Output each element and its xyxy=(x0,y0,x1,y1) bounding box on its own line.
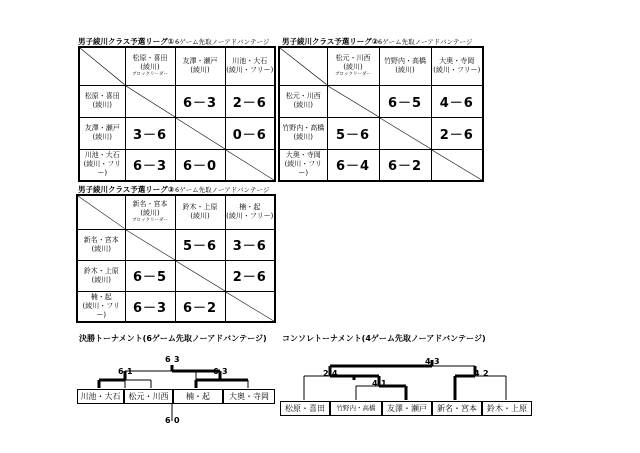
column-header: 大奥・寺岡 (綾川・フリー) xyxy=(431,47,483,85)
score-cell: 6－0 xyxy=(175,149,225,181)
final-score: 6 xyxy=(213,367,219,376)
consolation-score: 4 xyxy=(372,379,378,388)
row-header: 川池・大石 (綾川・フリー) xyxy=(79,149,125,181)
score-cell: 3－6 xyxy=(125,117,175,149)
row-header: 松原・喜田 (綾川) xyxy=(79,85,125,117)
final-score: 1 xyxy=(127,367,133,376)
consolation-player-1: 松原・喜田 xyxy=(280,401,330,416)
final-score: 6 xyxy=(165,416,171,425)
league-2-title: 男子綾川クラス予選リーグ② xyxy=(282,37,379,46)
score-cell: 2－6 xyxy=(225,260,275,291)
column-header: 楠・起 (綾川・フリー) xyxy=(225,195,275,229)
row-header: 松元・川西 (綾川) xyxy=(279,85,327,117)
score-cell: 5－6 xyxy=(175,229,225,260)
score-cell: 6－3 xyxy=(125,149,175,181)
final-score: 3 xyxy=(222,367,228,376)
score-cell: 5－6 xyxy=(327,117,379,149)
consolation-score: 4 xyxy=(474,369,480,378)
score-cell: 6－2 xyxy=(175,291,225,322)
column-header: 川池・大石 (綾川・フリー) xyxy=(225,47,275,85)
consolation-score: 4 xyxy=(332,369,338,378)
consolation-score: 2 xyxy=(323,369,329,378)
column-header: 新名・宮本 (綾川) ブロックリーダー xyxy=(125,195,175,229)
consolation-score: 2 xyxy=(483,369,489,378)
score-cell: 4－6 xyxy=(431,85,483,117)
league-3-note: 6ゲーム先取ノーアドバンテージ xyxy=(175,186,270,194)
score-cell: 2－6 xyxy=(225,85,275,117)
score-cell: 0－6 xyxy=(225,117,275,149)
final-score: 3 xyxy=(174,355,180,364)
column-header: 松元・川西 (綾川) ブロックリーダー xyxy=(327,47,379,85)
score-cell: 2－6 xyxy=(431,117,483,149)
consolation-player-3: 友澤・瀬戸 xyxy=(382,401,432,416)
column-header: 竹野内・高橋 (綾川) xyxy=(379,47,431,85)
row-header: 新名・宮本 (綾川) xyxy=(77,229,125,260)
league-3-title: 男子綾川クラス予選リーグ③ xyxy=(78,185,175,194)
score-cell: 3－6 xyxy=(225,229,275,260)
consolation-score: 4 xyxy=(425,357,431,366)
league-1-title: 男子綾川クラス予選リーグ① xyxy=(78,37,175,46)
final-score: 6 xyxy=(165,355,171,364)
consolation-player-2: 竹野内・高橋 xyxy=(330,401,382,416)
column-header: 鈴木・上原 (綾川) xyxy=(175,195,225,229)
score-cell: 6－3 xyxy=(125,291,175,322)
final-score: 0 xyxy=(174,416,180,425)
final-player-4: 大奥・寺岡 xyxy=(223,389,275,404)
row-header: 竹野内・高橋 (綾川) xyxy=(279,117,327,149)
final-player-2: 松元・川西 xyxy=(124,389,173,404)
row-header: 楠・起 (綾川・フリー) xyxy=(77,291,125,322)
row-header: 友澤・瀬戸 (綾川) xyxy=(79,117,125,149)
consolation-player-5: 鈴木・上原 xyxy=(482,401,532,416)
column-header: 松原・喜田 (綾川) ブロックリーダー xyxy=(125,47,175,85)
row-header: 大奥・寺岡 (綾川・フリー) xyxy=(279,149,327,181)
league-2-note: 6ゲーム先取ノーアドバンテージ xyxy=(378,38,473,46)
consolation-score: 3 xyxy=(434,357,440,366)
league-1-note: 6ゲーム先取ノーアドバンテージ xyxy=(175,38,270,46)
consolation-player-4: 新名・宮本 xyxy=(432,401,482,416)
row-header: 鈴木・上原 (綾川) xyxy=(77,260,125,291)
score-cell: 6－2 xyxy=(379,149,431,181)
consolation-score: 1 xyxy=(381,379,387,388)
score-cell: 6－4 xyxy=(327,149,379,181)
score-cell: 6－3 xyxy=(175,85,225,117)
final-score: 6 xyxy=(118,367,124,376)
consolation-tournament-title: コンソレトーナメント(4ゲーム先取ノーアドバンテージ) xyxy=(282,334,486,343)
final-player-3: 楠・起 xyxy=(173,389,223,404)
score-cell: 6－5 xyxy=(379,85,431,117)
column-header: 友澤・瀬戸 (綾川) xyxy=(175,47,225,85)
final-tournament-title: 決勝トーナメント(6ゲーム先取ノーアドバンテージ) xyxy=(79,334,267,343)
final-player-1: 川池・大石 xyxy=(77,389,124,404)
score-cell: 6－5 xyxy=(125,260,175,291)
